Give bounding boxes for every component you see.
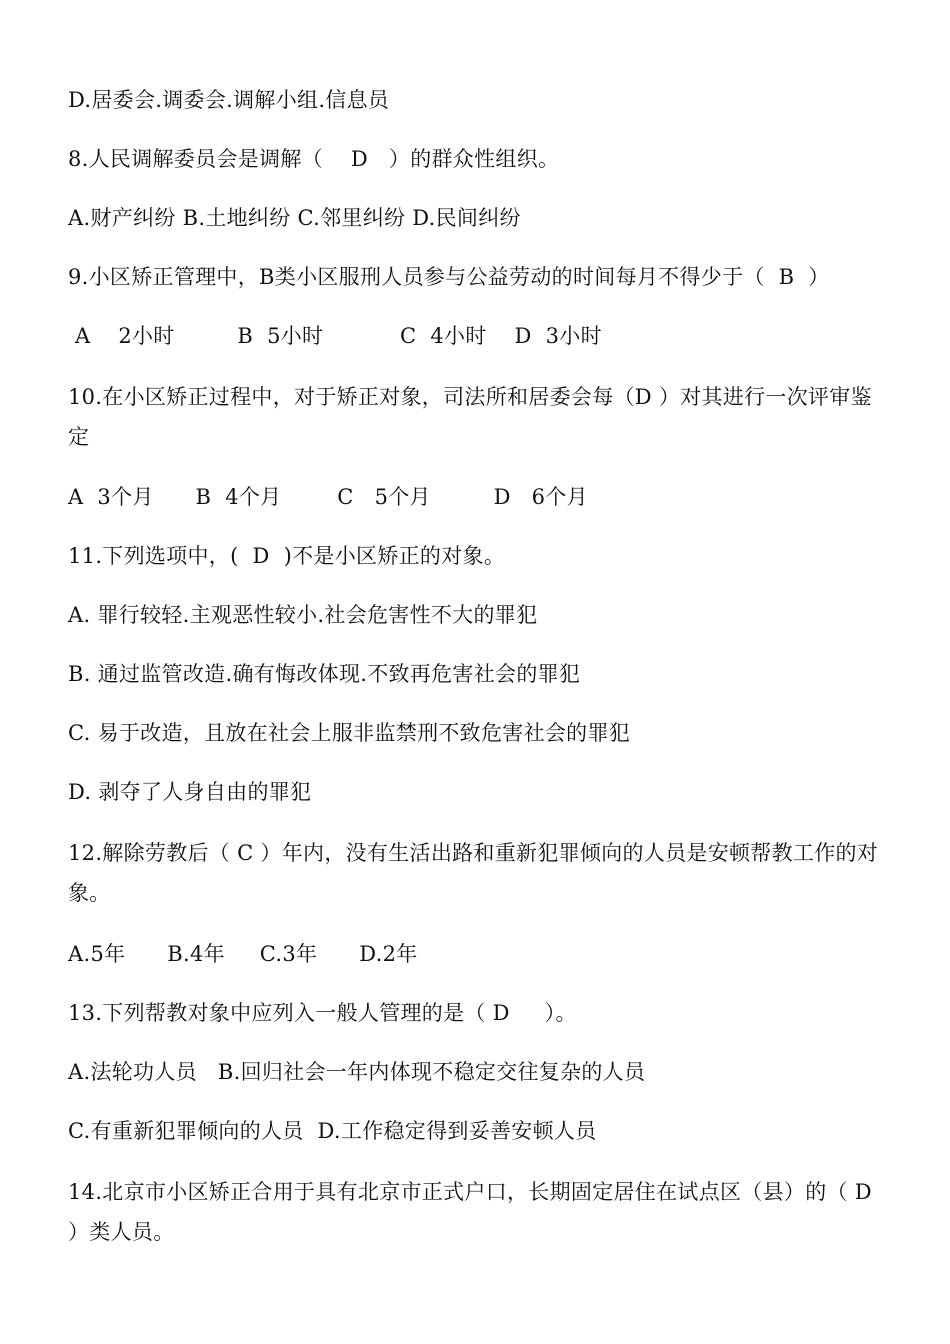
question-12: 12.解除劳教后（ C ）年内，没有生活出路和重新犯罪倾向的人员是安顿帮教工作的对象。: [68, 841, 879, 905]
question-13: 13.下列帮教对象中应列入一般人管理的是（ D ）。: [68, 1001, 577, 1025]
question-14: 14.北京市小区矫正合用于具有北京市正式户口，长期固定居住在试点区（县）的（ D ）类人员。: [68, 1180, 872, 1244]
options-12: A.5年 B.4年 C.3年 D.2年: [68, 942, 418, 966]
options-9: A 2小时 B 5小时 C 4小时 D 3小时: [68, 324, 602, 348]
options-13-cd: C.有重新犯罪倾向的人员 D.工作稳定得到妥善安顿人员: [68, 1119, 597, 1143]
option-line-7d: D.居委会.调委会.调解小组.信息员: [68, 88, 390, 112]
question-8: 8.人民调解委员会是调解（ D ）的群众性组织。: [68, 147, 560, 171]
question-10: 10.在小区矫正过程中，对于矫正对象，司法所和居委会每（D ）对其进行一次评审鉴定: [68, 385, 872, 449]
options-13-ab: A.法轮功人员 B.回归社会一年内体现不稳定交往复杂的人员: [68, 1060, 646, 1084]
option-11a: A. 罪行较轻.主观恶性较小.社会危害性不大的罪犯: [68, 603, 538, 627]
question-11: 11.下列选项中，( D )不是小区矫正的对象。: [68, 544, 506, 568]
options-8: A.财产纠纷 B.土地纠纷 C.邻里纠纷 D.民间纠纷: [68, 206, 521, 230]
options-10: A 3个月 B 4个月 C 5个月 D 6个月: [68, 485, 588, 509]
option-11b: B. 通过监管改造.确有悔改体现.不致再危害社会的罪犯: [68, 662, 581, 686]
option-11d: D. 剥夺了人身自由的罪犯: [68, 780, 312, 804]
option-11c: C. 易于改造，且放在社会上服非监禁刑不致危害社会的罪犯: [68, 721, 631, 745]
question-9: 9.小区矫正管理中，B类小区服刑人员参与公益劳动的时间每月不得少于（ B ）: [68, 265, 830, 289]
